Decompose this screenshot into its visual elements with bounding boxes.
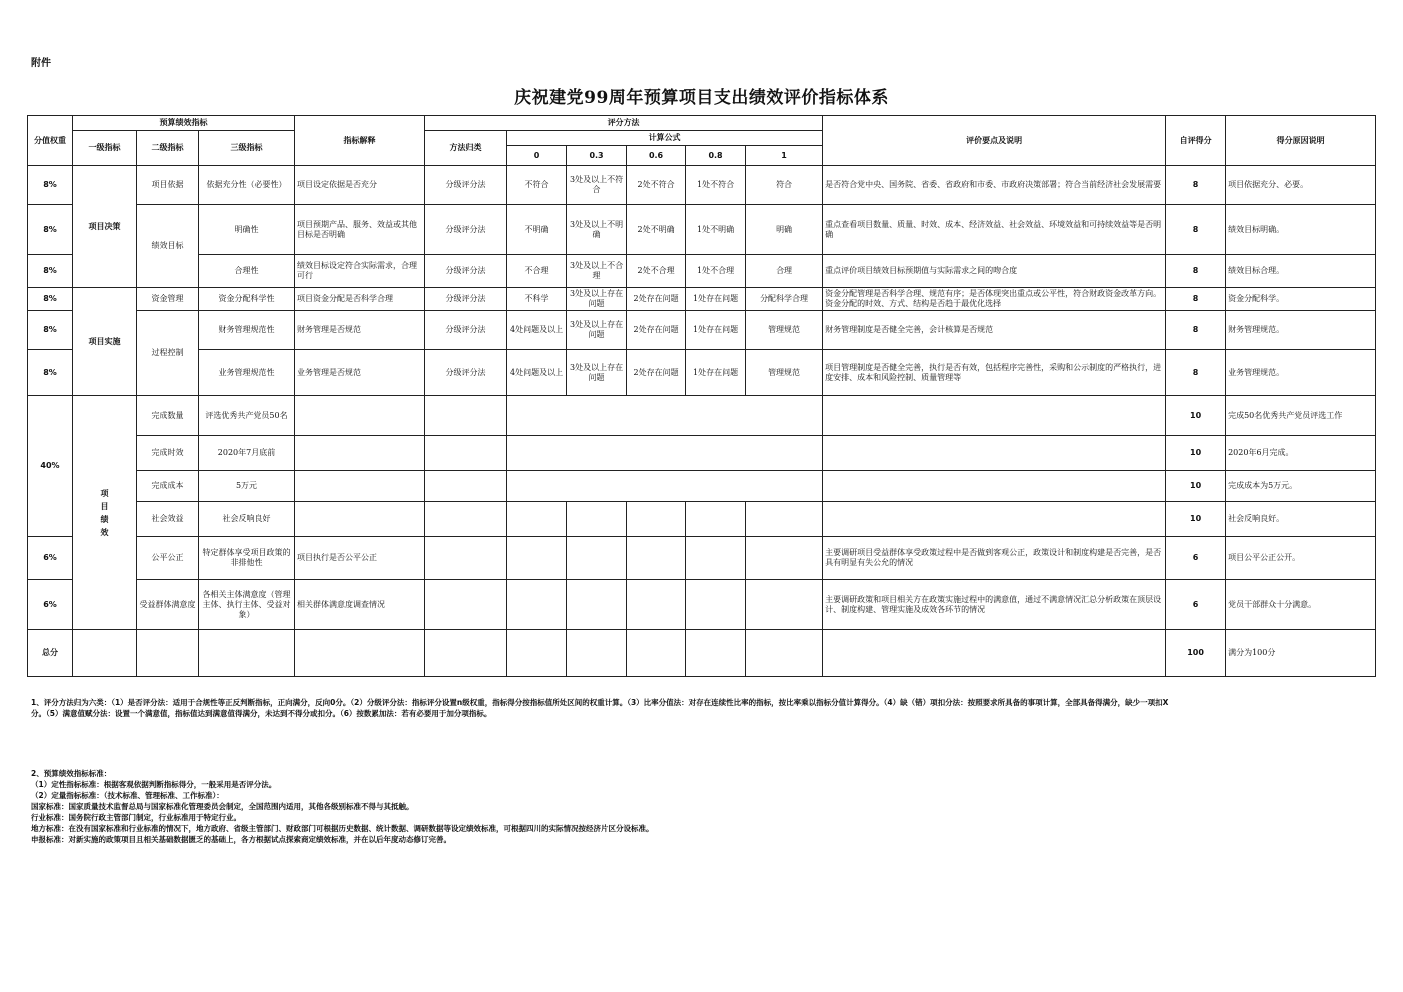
- note-line: 国家标准：国家质量技术监督总局与国家标准化管理委员会制定，全国范围内适用，其他各级别标准不得与其抵触。: [31, 802, 414, 811]
- table-row: [28, 350, 1376, 396]
- row-f0: 不合理: [507, 255, 567, 288]
- row-level2: 绩效目标: [137, 205, 199, 288]
- row-level3: 2020年7月底前: [199, 436, 295, 471]
- row-score: 10: [1166, 396, 1226, 436]
- row-reason: 党员干部群众十分满意。: [1226, 580, 1376, 630]
- row-f03: 3处及以上存在问题: [567, 350, 627, 396]
- row-level2: 受益群体满意度: [137, 580, 199, 630]
- header-level2: 二级指标: [137, 131, 199, 166]
- row-score: 8: [1166, 311, 1226, 350]
- row-f08: 1处不符合: [686, 166, 746, 205]
- group-performance: 项目绩效: [73, 396, 137, 630]
- row-key-points: 资金分配管理是否科学合理、规范有序；是否体现突出重点或公平性，符合财政资金改革方向。资金分配的时效、方式、结构是否趋于最优化选择: [823, 288, 1166, 311]
- table-row: [28, 580, 1376, 630]
- header-level3: 三级指标: [199, 131, 295, 166]
- row-f03: 3处及以上不明确: [567, 205, 627, 255]
- row-method: 分级评分法: [425, 205, 507, 255]
- row-level3: 业务管理规范性: [199, 350, 295, 396]
- note-line: （2）定量指标标准：（技术标准、管理标准、工作标准）：: [31, 791, 224, 800]
- row-level2: 公平公正: [137, 537, 199, 580]
- row-f03: 3处及以上存在问题: [567, 288, 627, 311]
- row-score: 8: [1166, 350, 1226, 396]
- row-reason: 项目公平公正公开。: [1226, 537, 1376, 580]
- row-explanation: 业务管理是否规范: [295, 350, 425, 396]
- row-f06: 2处不明确: [627, 205, 686, 255]
- row-score: 6: [1166, 537, 1226, 580]
- row-explanation: 绩效目标设定符合实际需求，合理可行: [295, 255, 425, 288]
- row-f03: 3处及以上不符合: [567, 166, 627, 205]
- row-f08: 1处不明确: [686, 205, 746, 255]
- row-weight: 6%: [28, 537, 73, 580]
- group-implementation: 项目实施: [73, 288, 137, 396]
- row-explanation: 项目资金分配是否科学合理: [295, 288, 425, 311]
- table-row: [28, 502, 1376, 537]
- row-reason: 2020年6月完成。: [1226, 436, 1376, 471]
- table-row: [28, 255, 1376, 288]
- row-level2: 完成数量: [137, 396, 199, 436]
- header-f1: 1: [746, 146, 823, 166]
- row-level3: 5万元: [199, 471, 295, 502]
- row-score: 10: [1166, 502, 1226, 537]
- row-f08: 1处存在问题: [686, 288, 746, 311]
- header-f0: 0: [507, 146, 567, 166]
- note-line: 分。（5）满意值赋分法：设置一个满意值，指标值达到满意值得满分，未达到不得分或扣分。（6）按数累加法：若有必要用于加分项指标。: [31, 709, 492, 718]
- total-row: [28, 630, 1376, 677]
- notes-standards: [31, 768, 1373, 845]
- row-key-points: 重点查看项目数量、质量、时效、成本、经济效益、社会效益、环境效益和可持续效益等是否明确: [823, 205, 1166, 255]
- row-f08: 1处不合理: [686, 255, 746, 288]
- row-f06: 2处不合理: [627, 255, 686, 288]
- row-weight: 6%: [28, 580, 73, 630]
- header-method-type: 方法归类: [425, 131, 507, 166]
- group-decision: 项目决策: [73, 166, 137, 288]
- row-reason: 绩效目标合理。: [1226, 255, 1376, 288]
- row-method: 分级评分法: [425, 166, 507, 205]
- note-line: 1、评分方法归为六类：（1）是否评分法：适用于合规性等正反判断指标，正向满分，反向0分。（2）分级评分法：指标评分设置n级权重，指标得分按指标值所处区间的权重计算。（3）比率分值法：对存在连续性比率的指标，按比率乘以指标分值计算得分。（4）缺（错）项扣分法：按照要求所具备的事项计算，全部具备得满分，缺少一项扣X: [31, 698, 1169, 707]
- row-level3: 社会反响良好: [199, 502, 295, 537]
- row-weight: 8%: [28, 311, 73, 350]
- row-score: 10: [1166, 436, 1226, 471]
- row-f1: 分配科学合理: [746, 288, 823, 311]
- row-explanation: 项目执行是否公平公正: [295, 537, 425, 580]
- row-level3: 评选优秀共产党员50名: [199, 396, 295, 436]
- notes-scoring-methods: [31, 697, 1373, 719]
- row-f0: 不符合: [507, 166, 567, 205]
- table-row: [28, 288, 1376, 311]
- row-level2: 项目依据: [137, 166, 199, 205]
- table-row: [28, 537, 1376, 580]
- row-reason: 完成成本为5万元。: [1226, 471, 1376, 502]
- row-f06: 2处存在问题: [627, 311, 686, 350]
- row-f0: 不明确: [507, 205, 567, 255]
- note-line: 申报标准：对新实施的政策项目且相关基础数据匮乏的基础上，各方根据试点探索商定绩效标准，并在以后年度动态修订完善。: [31, 835, 451, 844]
- row-level3: 各相关主体满意度（管理主体、执行主体、受益对象）: [199, 580, 295, 630]
- header-scoring-method: 评分方法: [425, 116, 823, 131]
- row-score: 10: [1166, 471, 1226, 502]
- row-level2: 资金管理: [137, 288, 199, 311]
- row-f03: 3处及以上存在问题: [567, 311, 627, 350]
- row-key-points: 主要调研政策和项目相关方在政策实施过程中的满意值，通过不满意情况汇总分析政策在顶层设计、制度构建、管理实施及成效各环节的情况: [823, 580, 1166, 630]
- row-score: 6: [1166, 580, 1226, 630]
- row-reason: 业务管理规范。: [1226, 350, 1376, 396]
- row-f1: 管理规范: [746, 350, 823, 396]
- page-title: 庆祝建党99周年预算项目支出绩效评价指标体系: [514, 88, 889, 108]
- table-row: [28, 166, 1376, 205]
- row-f0: 4处问题及以上: [507, 311, 567, 350]
- header-f08: 0.8: [686, 146, 746, 166]
- row-f03: 3处及以上不合理: [567, 255, 627, 288]
- header-explanation: 指标解释: [295, 116, 425, 166]
- header-weight: 分值权重: [28, 116, 73, 166]
- table-row: [28, 205, 1376, 255]
- row-reason: 绩效目标明确。: [1226, 205, 1376, 255]
- total-label: 总分: [28, 630, 73, 677]
- header-budget-indicators: 预算绩效指标: [73, 116, 295, 131]
- row-f08: 1处存在问题: [686, 350, 746, 396]
- note-line: 2、预算绩效指标标准：: [31, 769, 112, 778]
- header-key-points: 评价要点及说明: [823, 116, 1166, 166]
- row-level3: 合理性: [199, 255, 295, 288]
- header-level1: 一级指标: [73, 131, 137, 166]
- row-method: 分级评分法: [425, 350, 507, 396]
- row-f08: 1处存在问题: [686, 311, 746, 350]
- row-reason: 完成50名优秀共产党员评选工作: [1226, 396, 1376, 436]
- indicator-table: [27, 115, 1376, 677]
- row-key-points: 是否符合党中央、国务院、省委、省政府和市委、市政府决策部署；符合当前经济社会发展需要: [823, 166, 1166, 205]
- header-self-score: 自评得分: [1166, 116, 1226, 166]
- row-level2: 社会效益: [137, 502, 199, 537]
- row-f0: 不科学: [507, 288, 567, 311]
- row-f06: 2处不符合: [627, 166, 686, 205]
- row-key-points: 财务管理制度是否健全完善，会计核算是否规范: [823, 311, 1166, 350]
- row-weight: 8%: [28, 166, 73, 205]
- header-formula: 计算公式: [507, 131, 823, 146]
- row-weight: 8%: [28, 205, 73, 255]
- total-score: 100: [1166, 630, 1226, 677]
- row-method: 分级评分法: [425, 311, 507, 350]
- row-f06: 2处存在问题: [627, 350, 686, 396]
- row-key-points: 重点评价项目绩效目标预期值与实际需求之间的吻合度: [823, 255, 1166, 288]
- row-method: 分级评分法: [425, 255, 507, 288]
- header-row-1: [28, 116, 1376, 131]
- row-level3: 特定群体享受项目政策的非排他性: [199, 537, 295, 580]
- note-line: （1）定性指标标准：根据客观依据判断指标得分，一般采用是否评分法。: [31, 780, 277, 789]
- row-reason: 财务管理规范。: [1226, 311, 1376, 350]
- note-line: 行业标准：国务院行政主管部门制定，行业标准用于特定行业。: [31, 813, 241, 822]
- row-level3: 资金分配科学性: [199, 288, 295, 311]
- table-row: [28, 396, 1376, 436]
- row-key-points: 项目管理制度是否健全完善，执行是否有效，包括程序完善性，采购和公示制度的严格执行，进度安排、成本和风险控制、质量管理等: [823, 350, 1166, 396]
- row-level3: 明确性: [199, 205, 295, 255]
- row-explanation: 项目预期产品、服务、效益或其他目标是否明确: [295, 205, 425, 255]
- row-f06: 2处存在问题: [627, 288, 686, 311]
- total-reason: 满分为100分: [1226, 630, 1376, 677]
- row-weight: 8%: [28, 350, 73, 396]
- row-level2: 过程控制: [137, 311, 199, 396]
- row-level3: 财务管理规范性: [199, 311, 295, 350]
- row-f1: 管理规范: [746, 311, 823, 350]
- row-f1: 明确: [746, 205, 823, 255]
- row-level2: 完成时效: [137, 436, 199, 471]
- attachment-label: 附件: [31, 58, 51, 69]
- row-score: 8: [1166, 166, 1226, 205]
- row-explanation: 相关群体满意度调查情况: [295, 580, 425, 630]
- table-row: [28, 471, 1376, 502]
- row-reason: 资金分配科学。: [1226, 288, 1376, 311]
- row-level2: 完成成本: [137, 471, 199, 502]
- note-line: 地方标准：在没有国家标准和行业标准的情况下，地方政府、省级主管部门、财政部门可根据历史数据、统计数据、调研数据等设定绩效标准，可根据四川的实际情况按经济片区分设标准。: [31, 824, 654, 833]
- row-method: 分级评分法: [425, 288, 507, 311]
- row-f0: 4处问题及以上: [507, 350, 567, 396]
- row-key-points: 主要调研项目受益群体享受政策过程中是否做到客观公正，政策设计和制度构建是否完善，是否具有明显有失公允的情况: [823, 537, 1166, 580]
- table-row: [28, 436, 1376, 471]
- table-row: [28, 311, 1376, 350]
- row-f1: 符合: [746, 166, 823, 205]
- header-f06: 0.6: [627, 146, 686, 166]
- row-explanation: 项目设定依据是否充分: [295, 166, 425, 205]
- row-weight: 8%: [28, 255, 73, 288]
- row-score: 8: [1166, 288, 1226, 311]
- row-f1: 合理: [746, 255, 823, 288]
- row-explanation: 财务管理是否规范: [295, 311, 425, 350]
- header-reason: 得分原因说明: [1226, 116, 1376, 166]
- row-reason: 项目依据充分、必要。: [1226, 166, 1376, 205]
- row-score: 8: [1166, 255, 1226, 288]
- row-level3: 依据充分性（必要性）: [199, 166, 295, 205]
- header-f03: 0.3: [567, 146, 627, 166]
- row-weight: 40%: [28, 396, 73, 537]
- row-reason: 社会反响良好。: [1226, 502, 1376, 537]
- row-score: 8: [1166, 205, 1226, 255]
- row-weight: 8%: [28, 288, 73, 311]
